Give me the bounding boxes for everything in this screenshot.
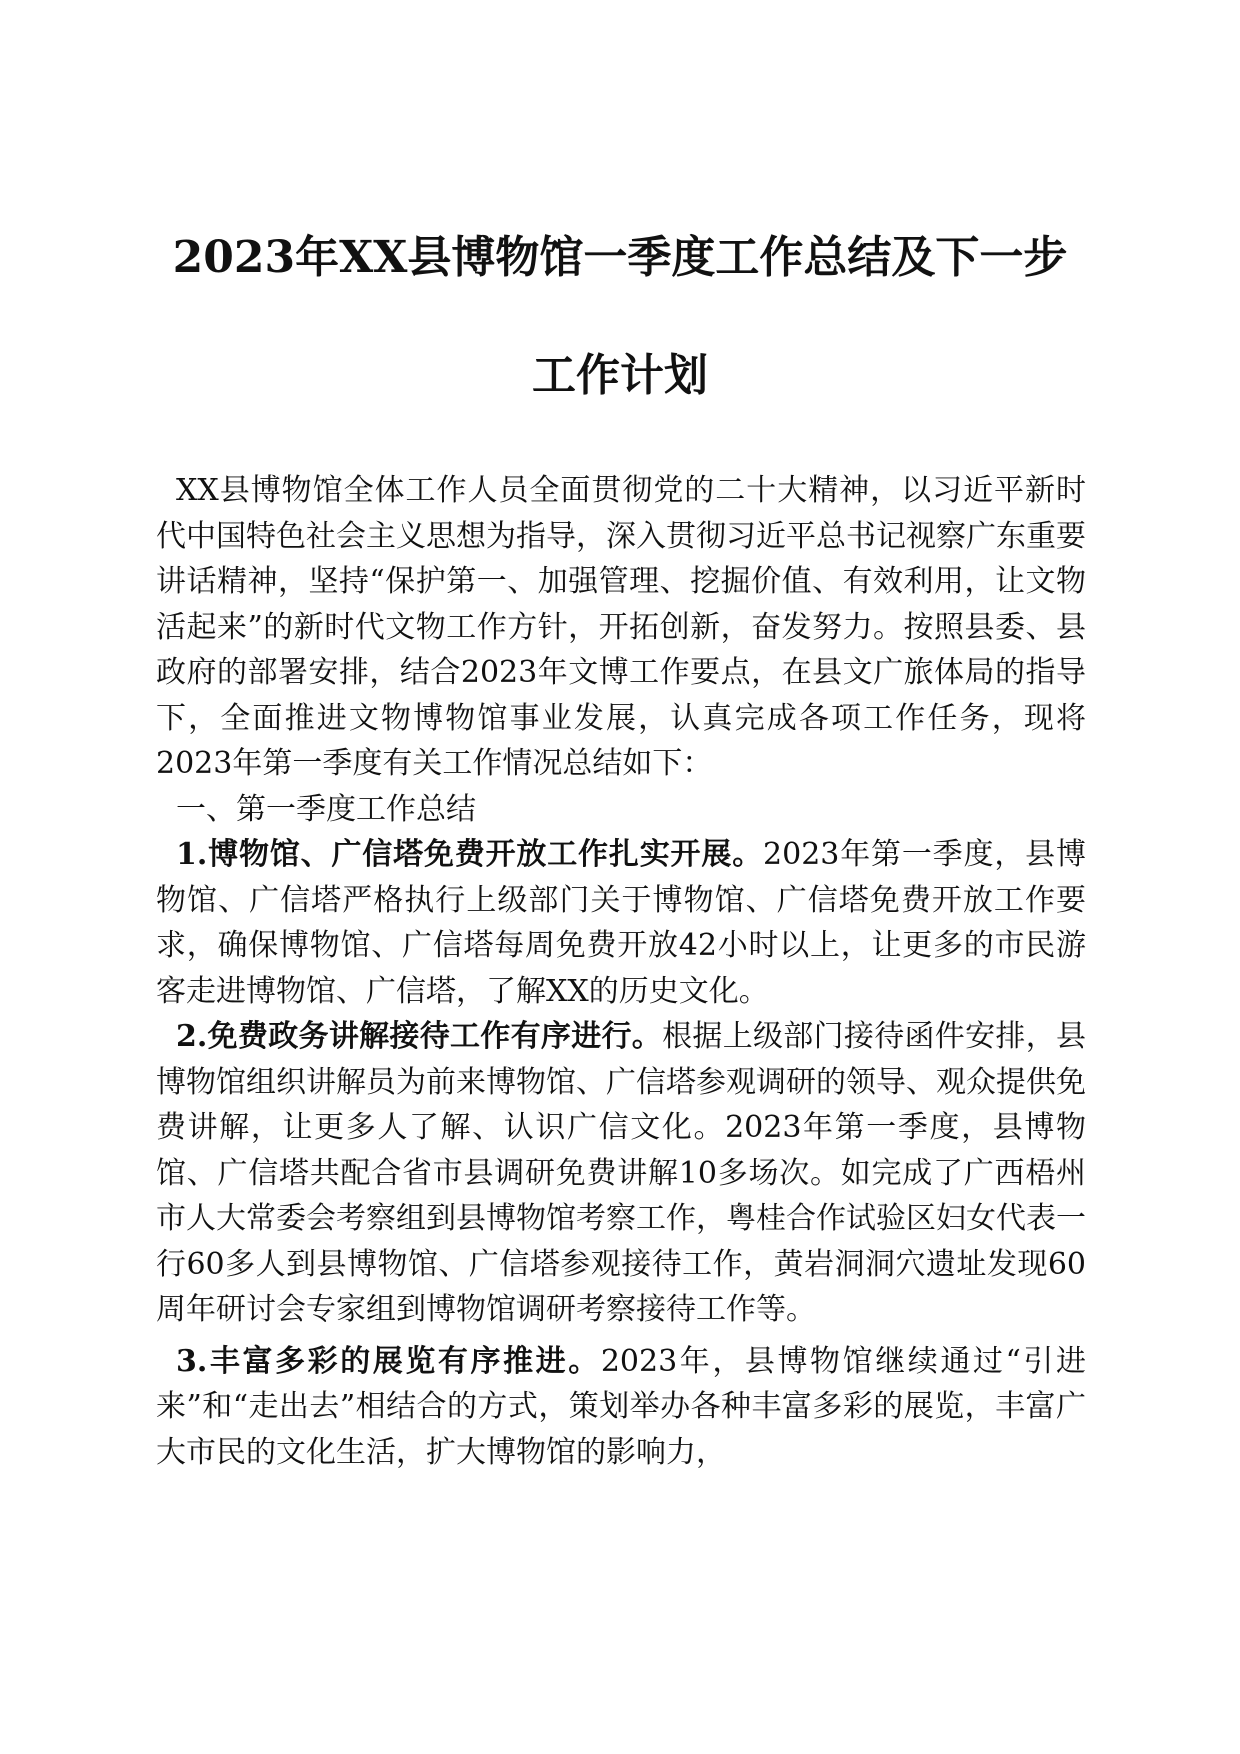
item-2-text: 根据上级部门接待函件安排，县博物馆组织讲解员为前来博物馆、广信塔参观调研的领导、观众提供免费讲解，让更多人了解、认识广信文化。2023年第一季度，县博物馆、广信塔共配合省市县调研免费讲解10多场次。如完成了广西梧州市人大常委会考察组到县博物馆考察工作，粤桂合作试验区妇女代表一行60多人到县博物馆、广信塔参观接待工作，黄岩洞洞穴遗址发现60周年研讨会专家组到博物馆调研考察接待工作等。 [156, 1019, 1086, 1327]
document-body [156, 468, 1086, 1475]
document-title-line-2: 工作计划 [532, 350, 708, 401]
document-title-line-1: 2023年XX县博物馆一季度工作总结及下一步 [172, 232, 1068, 283]
item-1-text: 2023年第一季度，县博物馆、广信塔严格执行上级部门关于博物馆、广信塔免费开放工作要求，确保博物馆、广信塔每周免费开放42小时以上，让更多的市民游客走进博物馆、广信塔，了解XX的历史文化。 [156, 837, 1086, 1009]
item-2-lead: 2.免费政务讲解接待工作有序进行。 [176, 1019, 663, 1054]
summary-item-3 [156, 1339, 1086, 1476]
section-heading: 一、第一季度工作总结 [176, 791, 476, 827]
item-3-lead: 3.丰富多彩的展览有序推进。 [176, 1343, 601, 1379]
summary-item-1 [156, 832, 1086, 1014]
item-3-text: 2023年，县博物馆继续通过“引进来”和“走出去”相结合的方式，策划举办各种丰富多彩的展览，丰富广大市民的文化生活，扩大博物馆的影响力， [156, 1343, 1086, 1470]
summary-item-2 [156, 1014, 1086, 1333]
intro-paragraph: XX县博物馆全体工作人员全面贯彻党的二十大精神，以习近平新时代中国特色社会主义思想为指导，深入贯彻习近平总书记视察广东重要讲话精神，坚持“保护第一、加强管理、挖掘价值、有效利用，让文物活起来”的新时代文物工作方针，开拓创新，奋发努力。按照县委、县政府的部署安排，结合2023年文博工作要点，在县文广旅体局的指导下，全面推进文物博物馆事业发展，认真完成各项工作任务，现将2023年第一季度有关工作情况总结如下： [156, 473, 1086, 781]
item-1-lead: 1.博物馆、广信塔免费开放工作扎实开展。 [176, 837, 764, 872]
